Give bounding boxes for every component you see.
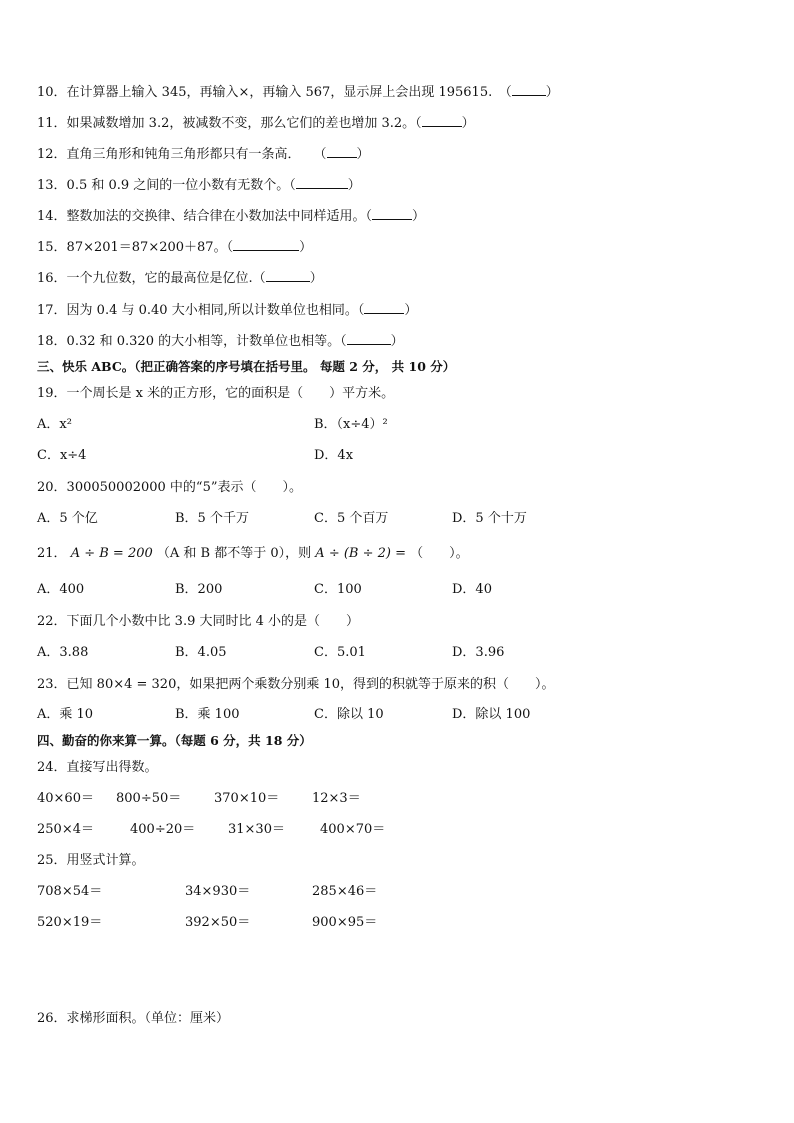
math-expression: A ÷ B = 200 — [70, 546, 153, 561]
calc-item: 40×60＝ — [37, 791, 94, 806]
calc-item: 800÷50＝ — [116, 791, 182, 806]
option-a[interactable]: A．x² — [37, 417, 72, 432]
calc-item: 31×30＝ — [228, 822, 285, 837]
question-13: 13．0.5 和 0.9 之间的一位小数有无数个。（ ） — [37, 178, 361, 193]
question-17: 17．因为 0.4 与 0.40 大小相同,所以计数单位也相同。（ ） — [37, 303, 418, 318]
calc-item: 250×4＝ — [37, 822, 94, 837]
option-d[interactable]: D．40 — [452, 582, 492, 597]
question-14: 14．整数加法的交换律、结合律在小数加法中同样适用。（ ） — [37, 209, 426, 224]
question-12: 12．直角三角形和钝角三角形都只有一条高． （ ） — [37, 147, 370, 162]
option-b[interactable]: B．（x÷4）² — [314, 417, 388, 432]
option-c[interactable]: C．5 个百万 — [314, 511, 389, 526]
option-b[interactable]: B．乘 100 — [175, 707, 240, 722]
calc-item: 400×70＝ — [320, 822, 386, 837]
calc-item: 12×3＝ — [312, 791, 361, 806]
option-c[interactable]: C．100 — [314, 582, 362, 597]
calc-item: 708×54＝ — [37, 884, 103, 899]
question-20: 20．300050002000 中的“5”表示（ ）。 — [37, 480, 302, 495]
answer-blank[interactable] — [372, 208, 412, 220]
calc-item: 400÷20＝ — [130, 822, 196, 837]
question-23: 23．已知 80×4 = 320，如果把两个乘数分别乘 10，得到的积就等于原来的积（ ）。 — [37, 677, 555, 692]
question-25: 25．用竖式计算。 — [37, 853, 145, 868]
answer-blank[interactable] — [512, 84, 546, 96]
question-22: 22．下面几个小数中比 3.9 大同时比 4 小的是（ ） — [37, 614, 360, 629]
option-a[interactable]: A．5 个亿 — [37, 511, 98, 526]
calc-item: 392×50＝ — [185, 915, 251, 930]
calc-item: 370×10＝ — [214, 791, 280, 806]
question-21: 21． A ÷ B = 200 （A 和 B 都不等于 0），则 A ÷ (B ÷ 2) = （ ）。 — [37, 546, 469, 561]
question-19: 19．一个周长是 x 米的正方形，它的面积是（ ）平方米。 — [37, 386, 395, 401]
question-11: 11．如果减数增加 3.2，被减数不变，那么它们的差也增加 3.2。（ ） — [37, 116, 475, 131]
question-26: 26．求梯形面积。（单位：厘米） — [37, 1011, 230, 1026]
answer-blank[interactable] — [364, 302, 404, 314]
option-b[interactable]: B．200 — [175, 582, 223, 597]
section-3-heading: 三、快乐 ABC。（把正确答案的序号填在括号里。 每题 2 分， 共 10 分） — [37, 359, 456, 374]
calc-item: 520×19＝ — [37, 915, 103, 930]
question-15: 15．87×201＝87×200＋87。（ ） — [37, 240, 313, 255]
option-d[interactable]: D．除以 100 — [452, 707, 531, 722]
answer-blank[interactable] — [266, 270, 310, 282]
answer-blank[interactable] — [233, 239, 299, 251]
option-a[interactable]: A．乘 10 — [37, 707, 94, 722]
option-a[interactable]: A．400 — [37, 582, 85, 597]
option-d[interactable]: D．4x — [314, 448, 354, 463]
question-10: 10．在计算器上输入 345，再输入×，再输入 567，显示屏上会出现 195615. （ ） — [37, 85, 559, 100]
question-18: 18．0.32 和 0.320 的大小相等，计数单位也相等。（ ） — [37, 334, 404, 349]
answer-blank[interactable] — [327, 146, 357, 158]
option-c[interactable]: C．x÷4 — [37, 448, 87, 463]
question-24: 24．直接写出得数。 — [37, 760, 158, 775]
calc-item: 34×930＝ — [185, 884, 251, 899]
section-4-heading: 四、勤奋的你来算一算。（每题 6 分，共 18 分） — [37, 733, 312, 748]
math-expression: A ÷ (B ÷ 2) = — [315, 546, 406, 561]
calc-item: 900×95＝ — [312, 915, 378, 930]
option-a[interactable]: A．3.88 — [37, 645, 89, 660]
option-c[interactable]: C．除以 10 — [314, 707, 384, 722]
option-b[interactable]: B．4.05 — [175, 645, 227, 660]
answer-blank[interactable] — [347, 333, 391, 345]
option-b[interactable]: B．5 个千万 — [175, 511, 249, 526]
option-d[interactable]: D．5 个十万 — [452, 511, 527, 526]
answer-blank[interactable] — [296, 177, 348, 189]
question-16: 16．一个九位数，它的最高位是亿位.（ ） — [37, 271, 323, 286]
option-d[interactable]: D．3.96 — [452, 645, 505, 660]
answer-blank[interactable] — [422, 115, 462, 127]
option-c[interactable]: C．5.01 — [314, 645, 366, 660]
calc-item: 285×46＝ — [312, 884, 378, 899]
